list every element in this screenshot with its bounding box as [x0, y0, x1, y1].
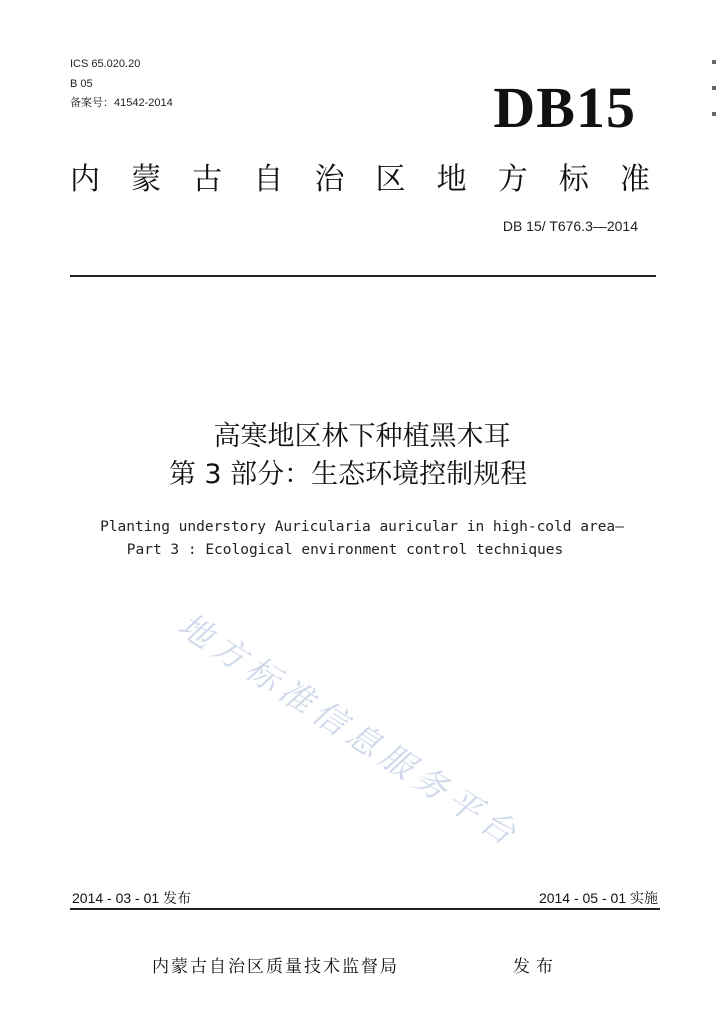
publish-label: 发布 — [513, 957, 559, 977]
standard-type-heading — [70, 160, 650, 200]
standard-type-char: 方 — [497, 162, 528, 197]
header-divider — [70, 275, 656, 277]
classification-code: B 05 — [70, 78, 93, 90]
standard-type-char: 准 — [619, 162, 650, 197]
filing-number: 备案号：41542-2014 — [70, 97, 173, 109]
standard-type-char: 蒙 — [131, 162, 162, 197]
standard-type-char: 古 — [192, 162, 223, 197]
scan-edge-marks — [712, 60, 718, 150]
standard-type-char: 地 — [436, 162, 467, 197]
title-chinese-line-2: 第 3 部分：生态环境控制规程 — [168, 459, 528, 490]
issue-date: 2014 - 03 - 01 发布 — [72, 890, 192, 906]
db15-logo: DB15 — [493, 75, 636, 140]
standard-type-char: 治 — [314, 162, 345, 197]
publisher-name: 内蒙古自治区质量技术监督局 — [152, 957, 399, 977]
standard-type-char: 自 — [253, 162, 284, 197]
standard-type-char: 标 — [558, 162, 589, 197]
implementation-date: 2014 - 05 - 01 实施 — [538, 890, 658, 906]
watermark: 地方标准信息服务平台 — [171, 605, 529, 856]
ics-code: ICS 65.020.20 — [70, 58, 141, 70]
standard-number: DB 15/ T676.3—2014 — [502, 218, 638, 234]
title-english-line-1: Planting understory Auricularia auricular in high-cold area— — [100, 519, 624, 535]
title-chinese-line-1: 高寒地区林下种植黑木耳 — [213, 421, 511, 452]
standard-type-char: 内 — [70, 162, 100, 197]
title-english-line-2: Part 3 : Ecological environment control techniques — [126, 542, 564, 558]
standard-type-char: 区 — [375, 162, 406, 197]
footer-divider — [70, 908, 660, 910]
